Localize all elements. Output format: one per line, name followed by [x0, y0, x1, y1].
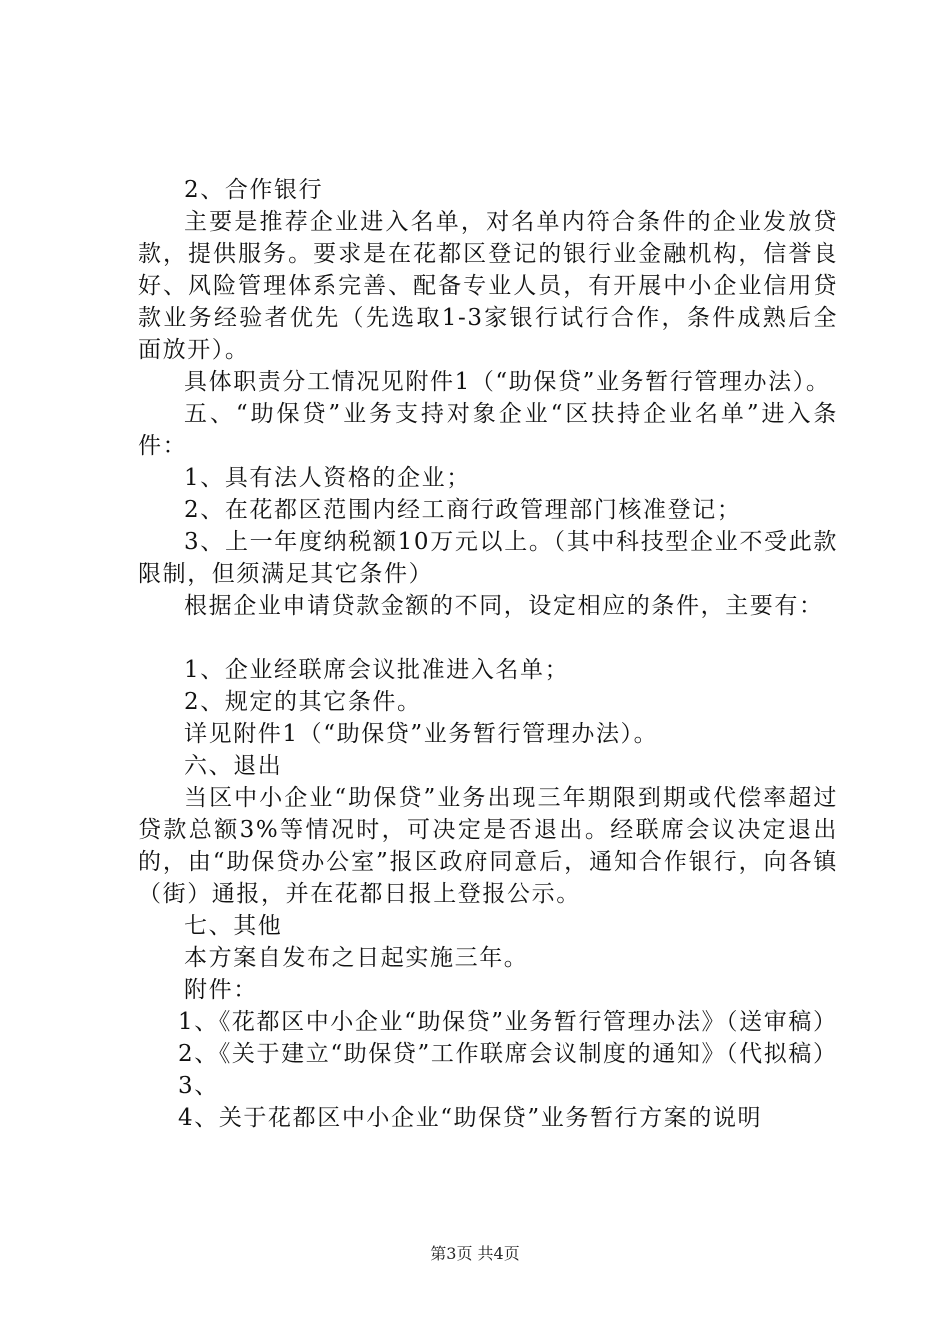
attachment-item-3: 3、: [178, 1073, 219, 1099]
attachments-heading: 附件：: [184, 977, 258, 1003]
attachment-item-1: 1、《花都区中小企业“助保贷”业务暂行管理办法》（送审稿）: [178, 1009, 838, 1035]
section-heading-cooperative-bank: 2、合作银行: [184, 177, 324, 203]
paragraph-exit-rules: 当区中小企业“助保贷”业务出现三年期限到期或代偿率超过贷款总额3%等情况时，可决定是否退出。经联席会议决定退出的，由“助保贷办公室”报区政府同意后，通知合作银行，向各镇（街）通报，并在花都日报上登报公示。: [138, 785, 838, 907]
list-item-condition-3: 3、上一年度纳税额10万元以上。（其中科技型企业不受此款限制，但须满足其它条件）: [138, 529, 838, 587]
attachment-item-4: 4、关于花都区中小企业“助保贷”业务暂行方案的说明: [178, 1105, 763, 1131]
list-item-condition-2: 2、在花都区范围内经工商行政管理部门核准登记；: [184, 497, 742, 523]
page-number-footer: 第3页 共4页: [430, 1244, 520, 1263]
paragraph-attachment-reference: 详见附件1（“助保贷”业务暂行管理办法）。: [184, 721, 659, 747]
section-heading-exit: 六、退出: [184, 753, 283, 779]
list-item-requirement-2: 2、规定的其它条件。: [184, 689, 422, 715]
section-heading-entry-conditions: 五、“助保贷”业务支持对象企业“区扶持企业名单”进入条件：: [138, 401, 838, 459]
paragraph-bank-requirements: 主要是推荐企业进入名单，对名单内符合条件的企业发放贷款，提供服务。要求是在花都区登记的银行业金融机构，信誉良好、风险管理体系完善、配备专业人员，有开展中小企业信用贷款业务经验者优先（先选取1-3家银行试行合作，条件成熟后全面放开）。: [138, 209, 838, 363]
paragraph-effective-period: 本方案自发布之日起实施三年。: [184, 945, 529, 971]
list-item-requirement-1: 1、企业经联席会议批准进入名单；: [184, 657, 570, 683]
paragraph-responsibilities-reference: 具体职责分工情况见附件1（“助保贷”业务暂行管理办法）。: [184, 369, 831, 395]
document-body: [138, 174, 838, 1134]
list-item-condition-1: 1、具有法人资格的企业；: [184, 465, 471, 491]
section-heading-other: 七、其他: [184, 913, 283, 939]
paragraph-loan-amount-conditions: 根据企业申请贷款金额的不同，设定相应的条件，主要有：: [184, 593, 824, 619]
attachment-item-2: 2、《关于建立“助保贷”工作联席会议制度的通知》（代拟稿）: [178, 1041, 838, 1067]
